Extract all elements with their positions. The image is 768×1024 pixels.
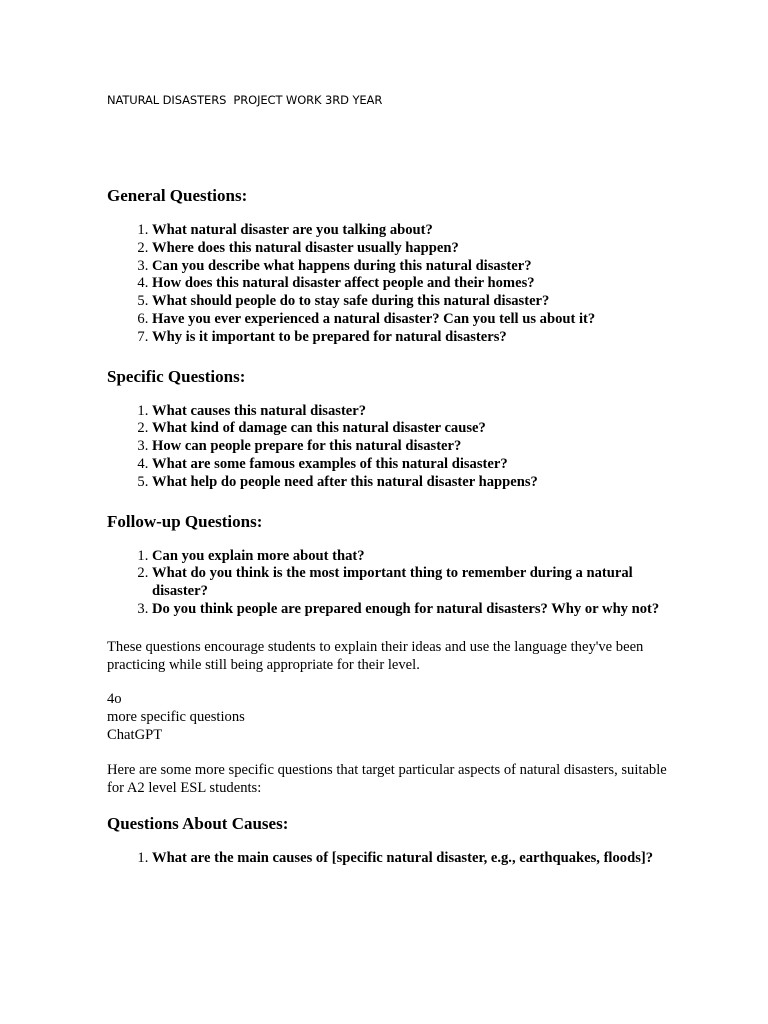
list-item: 2. What do you think is the most important thing to remember during a natural disaster? [152, 565, 667, 601]
list-item: 3. Do you think people are prepared enough for natural disasters? Why or why not? [152, 601, 667, 619]
intro-paragraph: Here are some more specific questions that target particular aspects of natural disasters, suitable for A2 level ESL students: [107, 761, 667, 796]
list-item: 6. Have you ever experienced a natural disaster? Can you tell us about it? [152, 311, 667, 329]
specific-questions-list [107, 403, 667, 492]
list-item: 4. How does this natural disaster affect people and their homes? [152, 275, 667, 293]
user-prompt: more specific questions [107, 709, 245, 726]
document-body [107, 186, 667, 888]
chat-meta-block [107, 691, 667, 744]
list-item: 2. Where does this natural disaster usually happen? [152, 240, 667, 258]
list-item: 5. What help do people need after this natural disaster happens? [152, 474, 667, 492]
followup-questions-list [107, 548, 667, 619]
model-label: 4o [107, 691, 122, 708]
assistant-label: ChatGPT [107, 726, 163, 743]
list-item: 1. What natural disaster are you talking about? [152, 222, 667, 240]
list-item: 3. Can you describe what happens during this natural disaster? [152, 258, 667, 276]
general-questions-heading: General Questions: [107, 186, 248, 205]
causes-questions-heading: Questions About Causes: [107, 814, 289, 834]
list-item: 2. What kind of damage can this natural disaster cause? [152, 420, 667, 438]
list-item: 4. What are some famous examples of this natural disaster? [152, 456, 667, 474]
document-header: NATURAL DISASTERS PROJECT WORK 3RD YEAR [107, 93, 383, 107]
list-item: 5. What should people do to stay safe during this natural disaster? [152, 293, 667, 311]
causes-questions-list [107, 850, 667, 868]
followup-questions-heading: Follow-up Questions: [107, 511, 263, 531]
list-item: 1. What are the main causes of [specific natural disaster, e.g., earthquakes, floods]? [152, 850, 667, 868]
specific-questions-heading: Specific Questions: [107, 366, 246, 386]
list-item: 1. What causes this natural disaster? [152, 403, 667, 421]
list-item: 1. Can you explain more about that? [152, 548, 667, 566]
list-item: 7. Why is it important to be prepared for natural disasters? [152, 329, 667, 347]
summary-paragraph: These questions encourage students to explain their ideas and use the language they've been practicing while still being appropriate for their level. [107, 638, 644, 673]
general-questions-list [107, 222, 667, 347]
list-item: 3. How can people prepare for this natural disaster? [152, 438, 667, 456]
